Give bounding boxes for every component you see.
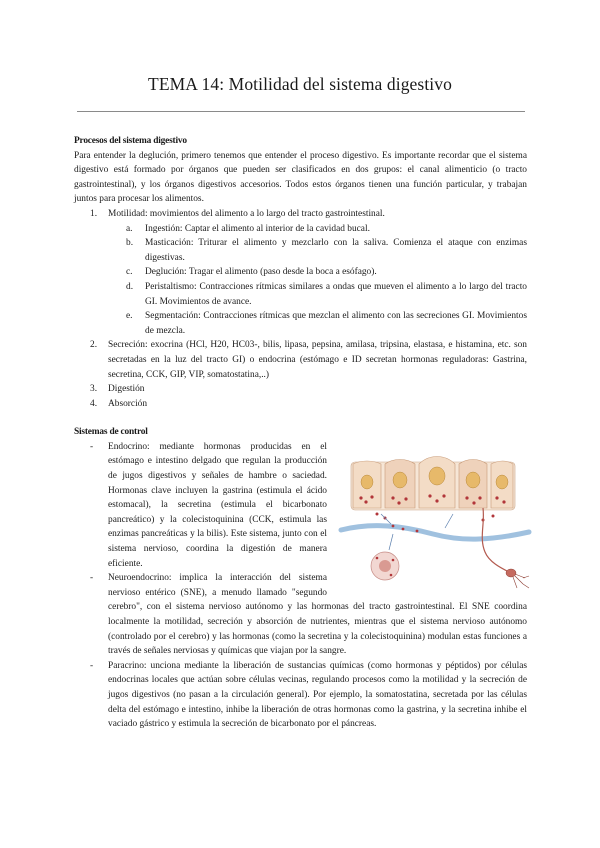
list-item-text: Absorción	[108, 398, 148, 409]
sub-list-item-text: Segmentación: Contracciones rítmicas que mezclan el alimento con las secreciones GI. Movimientos de mezcla.	[145, 311, 527, 336]
section-heading-procesos: Procesos del sistema digestivo	[74, 136, 187, 146]
sub-list-item	[74, 236, 527, 265]
list-item	[74, 659, 527, 732]
sub-list-item-text: Peristaltismo: Contracciones rítmicas similares a ondas que mueven el alimento a lo largo del tracto GI. Movimientos de avance.	[145, 281, 527, 307]
list-marker: -	[90, 573, 94, 584]
control-systems-list	[74, 440, 527, 732]
list-item	[74, 571, 527, 659]
sub-list-item-text: Ingestión: Captar el alimento al interior de la cavidad bucal.	[145, 223, 370, 234]
list-item-text: Endocrino: mediante hormonas producidas en el estómago e intestino delgado que regulan la producción de jugos digestivos y señales de hambre o saciedad. Hormonas clave incluyen la gastrina (estimula el ácido estomacal), la secretina (estimula el bicarbonato pancreático) y la colecistoquinina (CCK, estimula las enzimas pancreáticas y la bilis). Este sistema, junto con el sistema nervioso, coordina la digestión de manera eficiente.	[108, 441, 327, 569]
list-marker: 3.	[90, 384, 98, 395]
list-item	[74, 440, 527, 571]
sub-list-item	[74, 265, 527, 280]
sub-list-item-text: Deglución: Tragar el alimento (paso desde la boca a esófago).	[145, 267, 377, 278]
sub-list-item	[74, 309, 527, 338]
list-marker: d.	[126, 281, 134, 292]
page-title: TEMA 14: Motilidad del sistema digestivo	[148, 74, 452, 94]
list-marker: -	[90, 441, 94, 452]
list-item	[74, 207, 527, 222]
control-systems-illustration	[333, 434, 533, 594]
title-divider	[77, 111, 525, 112]
document-body	[74, 134, 527, 732]
list-marker: e.	[126, 311, 133, 322]
list-item-text: Secreción: exocrina (HCl, H20, HC03-, bilis, lipasa, pepsina, amilasa, tripsina, elastasa, e histamina, etc. son secretadas en la luz del tracto GI) o endocrina (estómago e ID secretan hormonas reguladoras: Gastrina, secretina, CCK, GIP, VIP, somatostatina,..)	[108, 340, 527, 380]
list-item	[74, 338, 527, 382]
section-heading-control: Sistemas de control	[74, 427, 148, 438]
list-item	[74, 382, 527, 397]
list-item-text: Paracrino: unciona mediante la liberación de sustancias químicas (como hormonas y péptidos) por células endocrinas locales que actúan sobre células vecinas, regulando procesos como la motilidad y la secreción de jugos digestivos (no pasan a la circulación general). Por ejemplo, la somatostatina, secretada por las células delta del estómago e intestino, inhibe la liberación de otras hormonas como la gastrina, y la secretina inhibe el vaciado gástrico y estimula la secreción de bicarbonato por el páncreas.	[108, 660, 527, 730]
sub-list-item	[74, 280, 527, 309]
list-marker: 1.	[90, 208, 98, 219]
list-item-text: Digestión	[108, 384, 145, 395]
list-marker: b.	[126, 238, 134, 249]
list-item	[74, 397, 527, 412]
list-marker: -	[90, 660, 94, 671]
intro-paragraph: Para entender la deglución, primero tenemos que entender el proceso digestivo. Es importante recordar que el sistema digestivo está formado por órganos que pueden ser clasificados en dos grupos: el canal alimenticio (o tracto gastrointestinal), y los órganos digestivos accesorios. Todos estos órganos tienen una función particular, y trabajan juntos para procesar los alimentos.	[74, 150, 527, 205]
sub-list-item	[74, 222, 527, 237]
sub-list-item-text: Masticación: Triturar el alimento y mezclarlo con la saliva. Comienza el ataque con enzimas digestivas.	[145, 238, 527, 263]
process-list	[74, 207, 527, 411]
list-marker: a.	[126, 223, 133, 234]
list-item-text: Neuroendocrino: implica la interacción del sistema nervioso entérico (SNE), a menudo llamado "segundo cerebro", con el sistema nervioso autónomo y las hormonas del tracto gastrointestinal. El SNE coordina localmente la motilidad, secreción y absorción de nutrientes, mientras que el sistema nervioso autónomo (controlado por el cerebro) y las hormonas (como la secretina y la colecistoquinina) modulan estas funciones a través de señales nerviosas y químicas que viajan por la sangre.	[108, 573, 527, 657]
list-item-text: Motilidad: movimientos del alimento a lo largo del tracto gastrointestinal.	[108, 208, 385, 219]
list-marker: 4.	[90, 398, 98, 409]
list-marker: 2.	[90, 340, 98, 351]
list-marker: c.	[126, 267, 133, 278]
